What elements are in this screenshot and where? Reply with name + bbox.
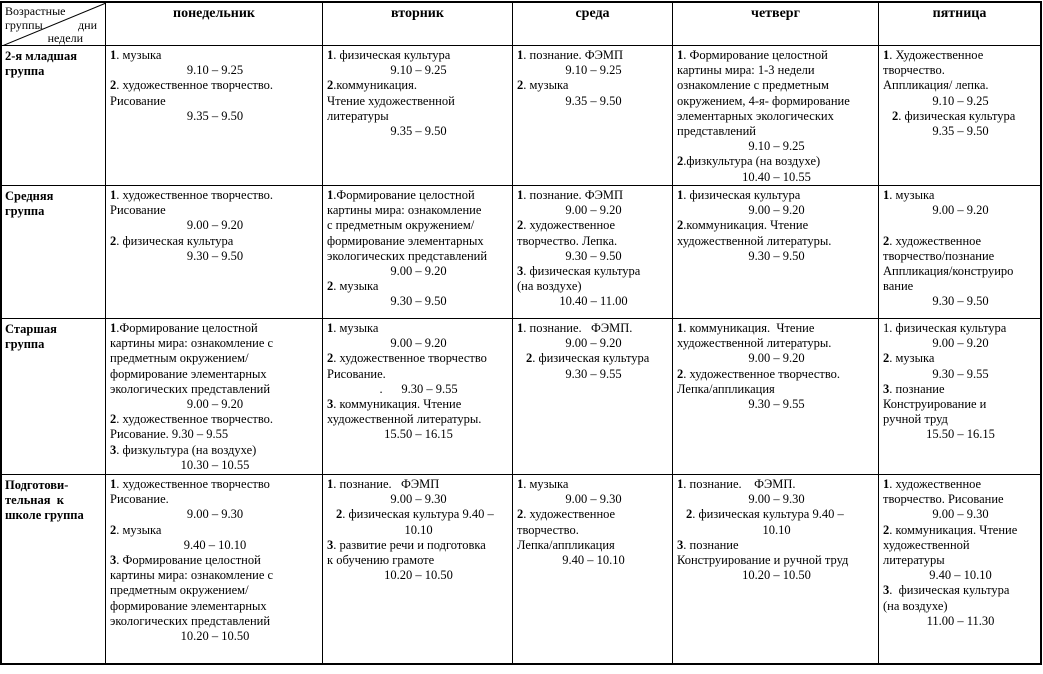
schedule-line: Лепка/аппликация: [517, 537, 615, 552]
schedule-line: 1. художественное творчество.: [110, 188, 274, 202]
schedule-cell: [673, 46, 879, 186]
schedule-line: 1. познание. ФЭМП.: [677, 477, 796, 491]
schedule-cell: [879, 46, 1040, 186]
schedule-line: 2. художественное: [517, 507, 616, 522]
schedule-line: 2. художественное творчество: [327, 351, 487, 366]
schedule-line: 1. музыка: [110, 48, 162, 62]
group-label-line: группа: [5, 64, 45, 78]
schedule-line: Рисование: [110, 203, 166, 218]
corner-label-days-1: дни: [78, 18, 97, 32]
schedule-cell: [673, 186, 879, 319]
schedule-line: ознакомление с предметным: [677, 78, 829, 93]
time-range: 10.40 – 10.55: [742, 169, 811, 184]
schedule-cell: [879, 475, 1040, 663]
schedule-line: (на воздухе): [517, 279, 582, 294]
schedule-line: творчество.: [883, 63, 945, 78]
schedule-cell: [673, 475, 879, 663]
time-range: 9.00 – 9.20: [186, 397, 244, 412]
schedule-line: ручной труд: [883, 412, 948, 427]
time-range: 9.00 – 9.30: [565, 492, 622, 507]
corner-label-days-2: недели: [47, 31, 83, 45]
schedule-line: Аппликация/ лепка.: [883, 78, 989, 93]
schedule-line: 2. физическая культура 9.40 –: [336, 507, 494, 522]
schedule-line: к обучению грамоте: [327, 553, 435, 568]
schedule-line: 1. музыка: [517, 477, 569, 491]
time-range: 9.30 – 9.50: [186, 248, 244, 263]
schedule-line: элементарных экологических: [677, 108, 834, 123]
time-range: 9.30 – 9.55: [748, 397, 805, 412]
group-label-line: Средняя: [5, 189, 54, 203]
schedule-cell: [323, 46, 513, 186]
time-range: 9.10 – 9.25: [186, 63, 244, 78]
time-range: 9.30 – 9.55: [932, 366, 989, 381]
time-range: 9.30 – 9.50: [565, 248, 622, 263]
schedule-cell: [513, 319, 673, 475]
schedule-line: Рисование: [110, 93, 166, 108]
time-range: 9.35 – 9.50: [932, 124, 989, 139]
schedule-cell: [879, 319, 1040, 475]
schedule-line: 2. музыка: [110, 522, 162, 537]
schedule-line: 1. Художественное: [883, 48, 984, 62]
schedule-line: вание: [883, 279, 914, 294]
time-range: 15.50 – 16.15: [384, 427, 453, 442]
schedule-line: экологических представлений: [327, 248, 488, 263]
schedule-line: 2. музыка: [327, 279, 379, 294]
schedule-line: 2. художественное творчество.: [677, 366, 841, 381]
time-range: 9.00 – 9.30: [932, 507, 989, 522]
schedule-line: 1.Формирование целостной: [327, 188, 475, 202]
schedule-line: предметным окружением/: [110, 351, 249, 366]
schedule-line: 2.коммуникация. Чтение: [677, 218, 809, 233]
schedule-line: Рисование. 9.30 – 9.55: [110, 427, 229, 442]
schedule-cell: [513, 186, 673, 319]
schedule-line: 1. художественное творчество: [110, 477, 270, 491]
schedule-table: [0, 1, 1042, 665]
schedule-line: Конструирование и ручной труд: [677, 553, 849, 568]
schedule-cell: [513, 475, 673, 663]
schedule-line: экологических представлений: [110, 613, 271, 628]
time-range: 9.00 – 9.20: [565, 203, 622, 218]
time-range: 9.30 – 9.55: [565, 366, 622, 381]
schedule-line: представлений: [677, 124, 756, 139]
schedule-line: Конструирование и: [883, 397, 987, 412]
col-header-monday: понедельник: [106, 3, 323, 46]
group-label-line: Старшая: [5, 322, 57, 336]
schedule-line: 3. развитие речи и подготовка: [327, 537, 486, 552]
schedule-line: 2. музыка: [883, 351, 935, 366]
time-range: 9.30 – 9.50: [932, 294, 989, 309]
schedule-cell: [106, 475, 323, 663]
time-range: 9.00 – 9.20: [186, 218, 244, 233]
schedule-line: 1. познание. ФЭМП: [517, 188, 624, 202]
schedule-cell: [106, 319, 323, 475]
schedule-line: 1. познание. ФЭМП: [327, 477, 440, 491]
schedule-cell: [323, 475, 513, 663]
schedule-line: 1. познание. ФЭМП: [517, 48, 624, 62]
schedule-line: 2. физическая культура: [526, 351, 650, 366]
schedule-line: предметным окружением/: [110, 583, 249, 598]
schedule-line: 3. Формирование целостной: [110, 553, 261, 568]
time-range: 9.00 – 9.20: [748, 203, 805, 218]
schedule-cell: [513, 46, 673, 186]
schedule-line: 2. художественное творчество.: [110, 78, 274, 93]
schedule-line: [883, 218, 1038, 233]
time-range: 9.35 – 9.50: [565, 93, 622, 108]
time-range: 9.00 – 9.20: [932, 203, 989, 218]
schedule-line: 2. физическая культура: [110, 233, 234, 248]
schedule-line: экологических представлений: [110, 381, 271, 396]
col-header-wednesday: среда: [513, 3, 673, 46]
schedule-cell: [879, 186, 1040, 319]
schedule-line: 2. коммуникация. Чтение: [883, 522, 1018, 537]
schedule-line: 1. познание. ФЭМП.: [517, 321, 633, 335]
time-range: 9.40 – 10.10: [183, 537, 247, 552]
schedule-line: литературы: [883, 553, 945, 568]
time-range: 9.00 – 9.30: [186, 507, 244, 522]
schedule-line: 2. музыка: [517, 78, 569, 93]
schedule-line: 2.коммуникация.: [327, 78, 417, 93]
schedule-line: картины мира: ознакомление с: [110, 568, 274, 583]
time-range: 9.00 – 9.30: [390, 492, 447, 507]
schedule-line: 2. физическая культура 9.40 –: [686, 507, 844, 522]
time-range: 10.10: [762, 522, 791, 537]
col-header-thursday: четверг: [673, 3, 879, 46]
schedule-line: картины мира: ознакомление: [327, 203, 482, 218]
schedule-line: формирование элементарных: [327, 233, 484, 248]
schedule-line: картины мира: ознакомление с: [110, 336, 274, 351]
group-label-line: группа: [5, 204, 45, 218]
corner-label-groups-1: Возрастные: [5, 4, 66, 18]
time-range: 9.30 – 9.50: [748, 248, 805, 263]
schedule-line: 1. музыка: [883, 188, 935, 202]
schedule-line: 2. художественное: [883, 233, 982, 248]
schedule-line: 1.Формирование целостной: [110, 321, 258, 335]
schedule-line: (на воздухе): [883, 598, 948, 613]
schedule-line: Лепка/аппликация: [677, 381, 775, 396]
schedule-line: 2. художественное творчество.: [110, 412, 274, 427]
schedule-cell: [106, 186, 323, 319]
schedule-line: 3. физкультура (на воздухе): [110, 442, 257, 457]
schedule-line: Рисование.: [110, 492, 169, 507]
schedule-line: 1. Формирование целостной: [677, 48, 828, 62]
schedule-line: 3. познание: [883, 381, 945, 396]
schedule-line: творчество. Рисование: [883, 492, 1004, 507]
schedule-line: формирование элементарных: [110, 366, 267, 381]
col-header-tuesday: вторник: [323, 3, 513, 46]
schedule-line: Чтение художественной: [327, 93, 455, 108]
schedule-line: творчество/познание: [883, 248, 995, 263]
schedule-line: творчество.: [517, 522, 579, 537]
time-range: 9.35 – 9.50: [186, 108, 244, 123]
schedule-line: 1. физическая культура: [677, 188, 801, 202]
schedule-line: 3. коммуникация. Чтение: [327, 397, 462, 412]
time-range: 9.00 – 9.20: [565, 336, 622, 351]
schedule-line: 1. художественное: [883, 477, 982, 491]
time-range: 9.10 – 9.25: [932, 93, 989, 108]
schedule-cell: [106, 46, 323, 186]
schedule-line: Аппликация/конструиро: [883, 264, 1014, 279]
schedule-line: картины мира: 1-3 недели: [677, 63, 815, 78]
schedule-line: с предметным окружением/: [327, 218, 475, 233]
time-range: 11.00 – 11.30: [926, 613, 995, 628]
group-label: [2, 46, 106, 186]
group-label-line: 2-я младшая: [5, 49, 77, 63]
time-range: 10.20 – 10.50: [180, 629, 250, 644]
schedule-line: 3. познание: [677, 537, 739, 552]
group-label-line: школе группа: [5, 508, 84, 522]
schedule-line: 2.физкультура (на воздухе): [677, 154, 821, 169]
group-label-line: тельная к: [5, 493, 64, 507]
time-range: 9.00 – 9.20: [390, 264, 447, 279]
time-range: 9.00 – 9.20: [390, 336, 447, 351]
group-label-line: Подготови-: [5, 478, 69, 492]
time-range: 9.10 – 9.25: [565, 63, 622, 78]
schedule-line: художественной литературы.: [677, 336, 832, 351]
corner-header-cell: [2, 3, 106, 46]
schedule-line: 2. художественное: [517, 218, 616, 233]
time-range: 10.30 – 10.55: [180, 457, 250, 472]
schedule-line: 3. физическая культура: [883, 583, 1010, 598]
group-label: [2, 186, 106, 319]
schedule-line: 2. физическая культура: [892, 108, 1016, 123]
schedule-line: Рисование.: [327, 366, 386, 381]
corner-label-groups-2: группы: [5, 18, 43, 32]
col-header-friday: пятница: [879, 3, 1040, 46]
group-label-line: группа: [5, 337, 45, 351]
time-range: 10.40 – 11.00: [559, 294, 628, 309]
schedule-line: художественной литературы.: [677, 233, 832, 248]
time-range: 10.20 – 10.50: [384, 568, 453, 583]
time-range: 10.10: [404, 522, 433, 537]
time-range: 9.10 – 9.25: [748, 139, 805, 154]
schedule-cell: [323, 319, 513, 475]
schedule-line: творчество. Лепка.: [517, 233, 618, 248]
time-range: 9.00 – 9.20: [932, 336, 989, 351]
group-label: [2, 475, 106, 663]
time-range: 9.00 – 9.30: [748, 492, 805, 507]
time-range: . 9.30 – 9.55: [379, 381, 458, 396]
time-range: 9.40 – 10.10: [929, 568, 992, 583]
schedule-line: 1. коммуникация. Чтение: [677, 321, 815, 335]
schedule-line: художественной литературы.: [327, 412, 482, 427]
time-range: 9.00 – 9.20: [748, 351, 805, 366]
schedule-line: 1. музыка: [327, 321, 379, 335]
time-range: 10.20 – 10.50: [742, 568, 811, 583]
schedule-line: формирование элементарных: [110, 598, 267, 613]
time-range: 9.10 – 9.25: [390, 63, 447, 78]
time-range: 9.30 – 9.50: [390, 294, 447, 309]
schedule-line: окружением, 4-я- формирование: [677, 93, 850, 108]
schedule-line: 3. физическая культура: [517, 264, 641, 279]
schedule-cell: [673, 319, 879, 475]
group-label: [2, 319, 106, 475]
schedule-cell: [323, 186, 513, 319]
schedule-line: 1. физическая культура: [883, 321, 1007, 335]
schedule-line: художественной: [883, 537, 970, 552]
time-range: 15.50 – 16.15: [926, 427, 995, 442]
schedule-line: литературы: [327, 108, 389, 123]
time-range: 9.40 – 10.10: [562, 553, 625, 568]
time-range: 9.35 – 9.50: [390, 124, 447, 139]
schedule-line: 1. физическая культура: [327, 48, 451, 62]
